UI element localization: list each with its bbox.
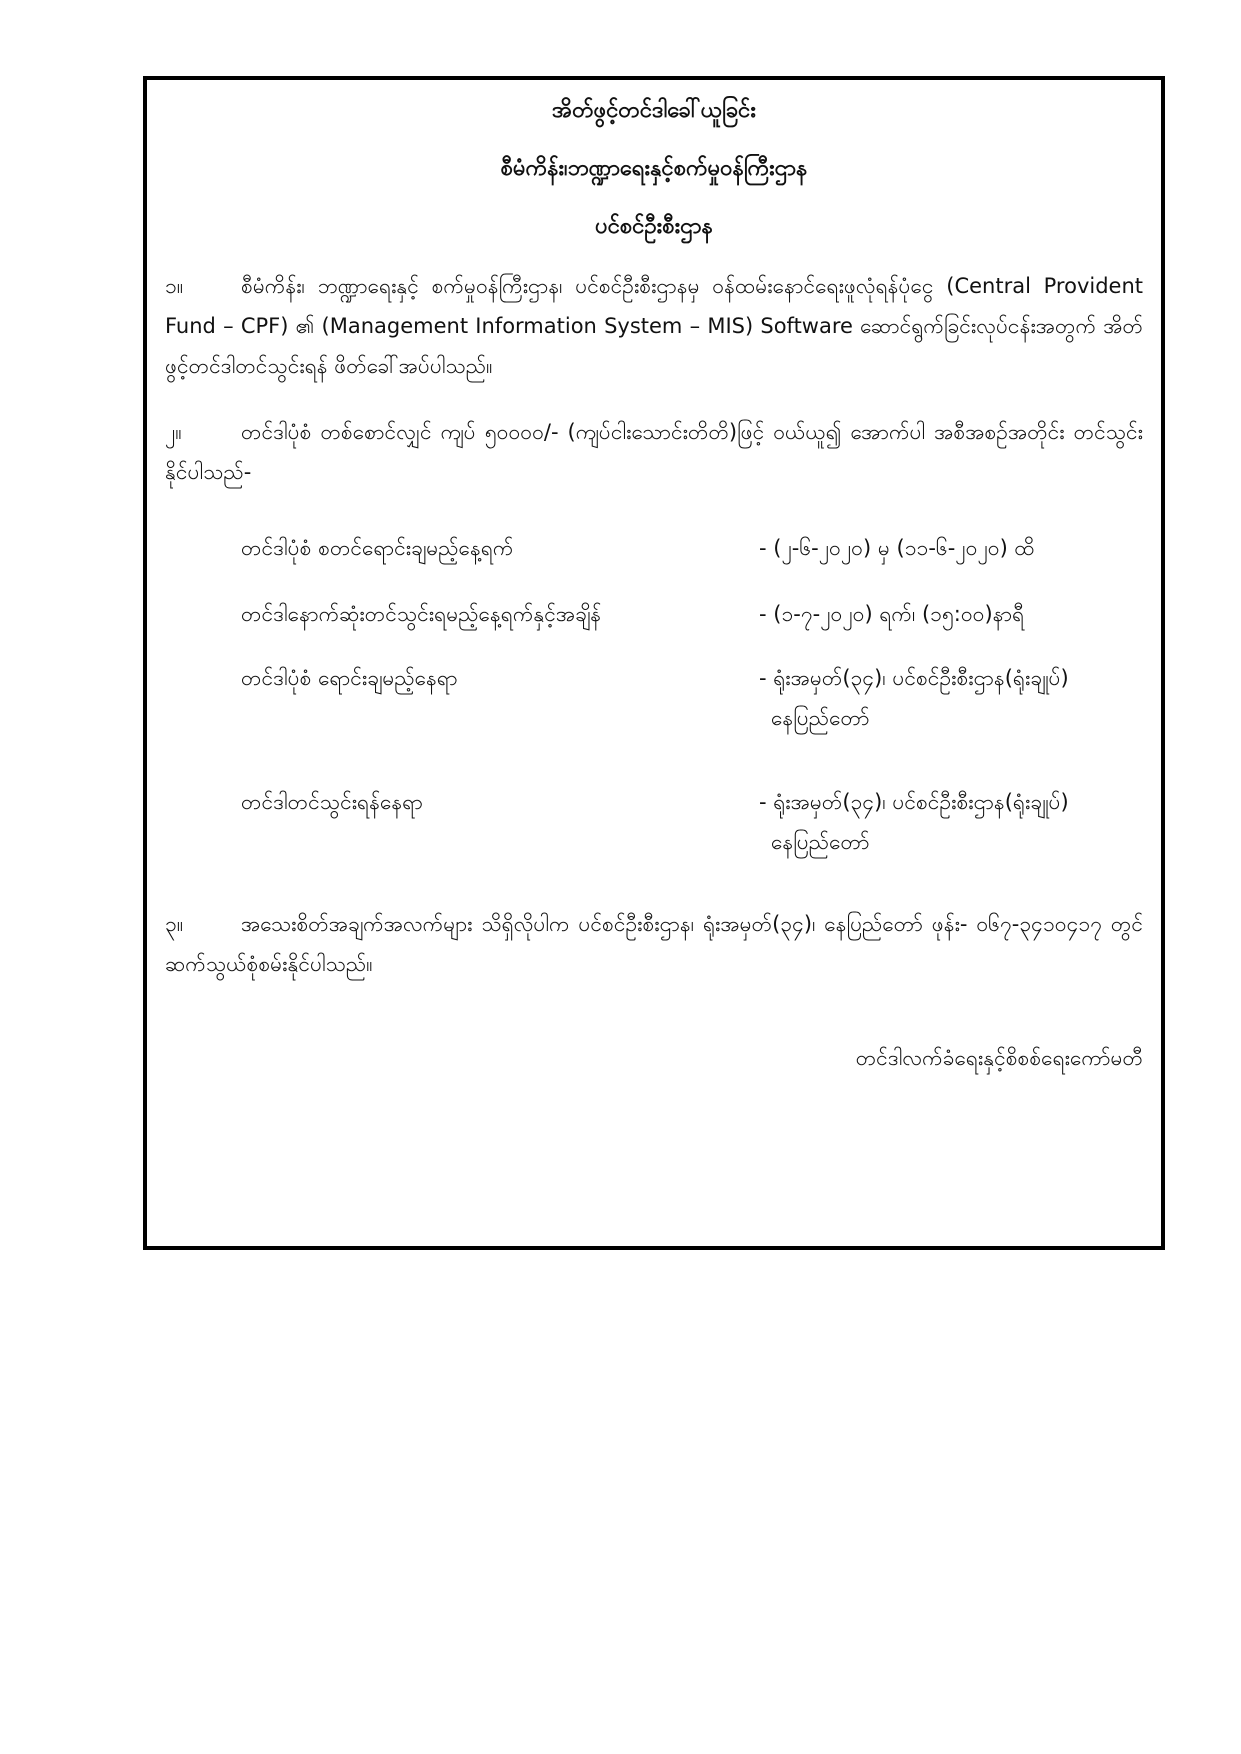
committee-signature: တင်ဒါလက်ခံရေးနှင့်စိစစ်ရေးကော်မတီ [855, 1046, 1143, 1070]
paragraph-2 [165, 412, 1143, 492]
detail-value-deadline [759, 594, 1143, 634]
paragraph-3 [165, 904, 1143, 984]
detail-value-text: - ရုံးအမှတ်(၃၄)၊ ပင်စင်ဦးစီးဌာန(ရုံးချုပ်) [759, 666, 1069, 690]
paragraph-1 [165, 266, 1143, 386]
detail-value-text: - (၂-၆-၂၀၂၀) မှ (၁၁-၆-၂၀၂၀) ထိ [759, 536, 1035, 560]
detail-label-sale-period: တင်ဒါပုံစံ စတင်ရောင်းချမည့်နေ့ရက် [241, 536, 514, 560]
notice-frame [143, 76, 1165, 1250]
detail-value-city: နေပြည်တော် [771, 830, 870, 854]
detail-value-submission-location [759, 782, 1143, 862]
paragraph-number: ၁။ [165, 274, 184, 298]
paragraph-text: တင်ဒါပုံစံ တစ်စောင်လျှင် ကျပ် ၅၀၀၀၀/- (ကျပ်ငါးသောင်းတိတိ)ဖြင့် ဝယ်ယူ၍ အောက်ပါ အစီအစဉ်အတိုင်း တင်သွင်းနိုင်ပါသည်- [165, 420, 1143, 484]
paragraph-number: ၂။ [165, 420, 182, 444]
detail-value-sale-location [759, 658, 1143, 738]
department-name: ပင်စင်ဦးစီးဌာန [595, 214, 713, 239]
paragraph-text: အသေးစိတ်အချက်အလက်များ သိရှိလိုပါက ပင်စင်ဦးစီးဌာန၊ ရုံးအမှတ်(၃၄)၊ နေပြည်တော် ဖုန်း- ၀၆၇-၃၄၁၀၄၁၇ တွင် ဆက်သွယ်စုံစမ်းနိုင်ပါသည်။ [165, 912, 1143, 976]
detail-value-text: - ရုံးအမှတ်(၃၄)၊ ပင်စင်ဦးစီးဌာန(ရုံးချုပ်) [759, 790, 1069, 814]
notice-title: အိတ်ဖွင့်တင်ဒါခေါ်ယူခြင်း [552, 98, 756, 123]
detail-value-sale-period [759, 528, 1143, 568]
detail-value-city: နေပြည်တော် [771, 706, 870, 730]
paragraph-text: စီမံကိန်း၊ ဘဏ္ဍာရေးနှင့် စက်မှုဝန်ကြီးဌာန၊ ပင်စင်ဦးစီးဌာနမှ ဝန်ထမ်းနောင်ရေးဖူလုံရန်ပုံငွေ (Central Provident Fund – CPF) ၏ (Management Information System – MIS) Software ဆောင်ရွက်ခြင်းလုပ်ငန်းအတွက် အိတ်ဖွင့်တင်ဒါတင်သွင်းရန် ဖိတ်ခေါ်အပ်ပါသည်။ [165, 274, 1143, 378]
paragraph-number: ၃။ [165, 912, 184, 936]
detail-label-deadline: တင်ဒါနောက်ဆုံးတင်သွင်းရမည့်နေ့ရက်နှင့်အချိန် [241, 602, 602, 626]
detail-label-sale-location: တင်ဒါပုံစံ ရောင်းချမည့်နေရာ [241, 666, 458, 690]
detail-label-submission-location: တင်ဒါတင်သွင်းရန်နေရာ [241, 790, 423, 814]
detail-value-text: - (၁-၇-၂၀၂၀) ရက်၊ (၁၅:၀၀)နာရီ [759, 602, 1025, 626]
ministry-name: စီမံကိန်း၊ဘဏ္ဍာရေးနှင့်စက်မှုဝန်ကြီးဌာန [500, 156, 808, 181]
